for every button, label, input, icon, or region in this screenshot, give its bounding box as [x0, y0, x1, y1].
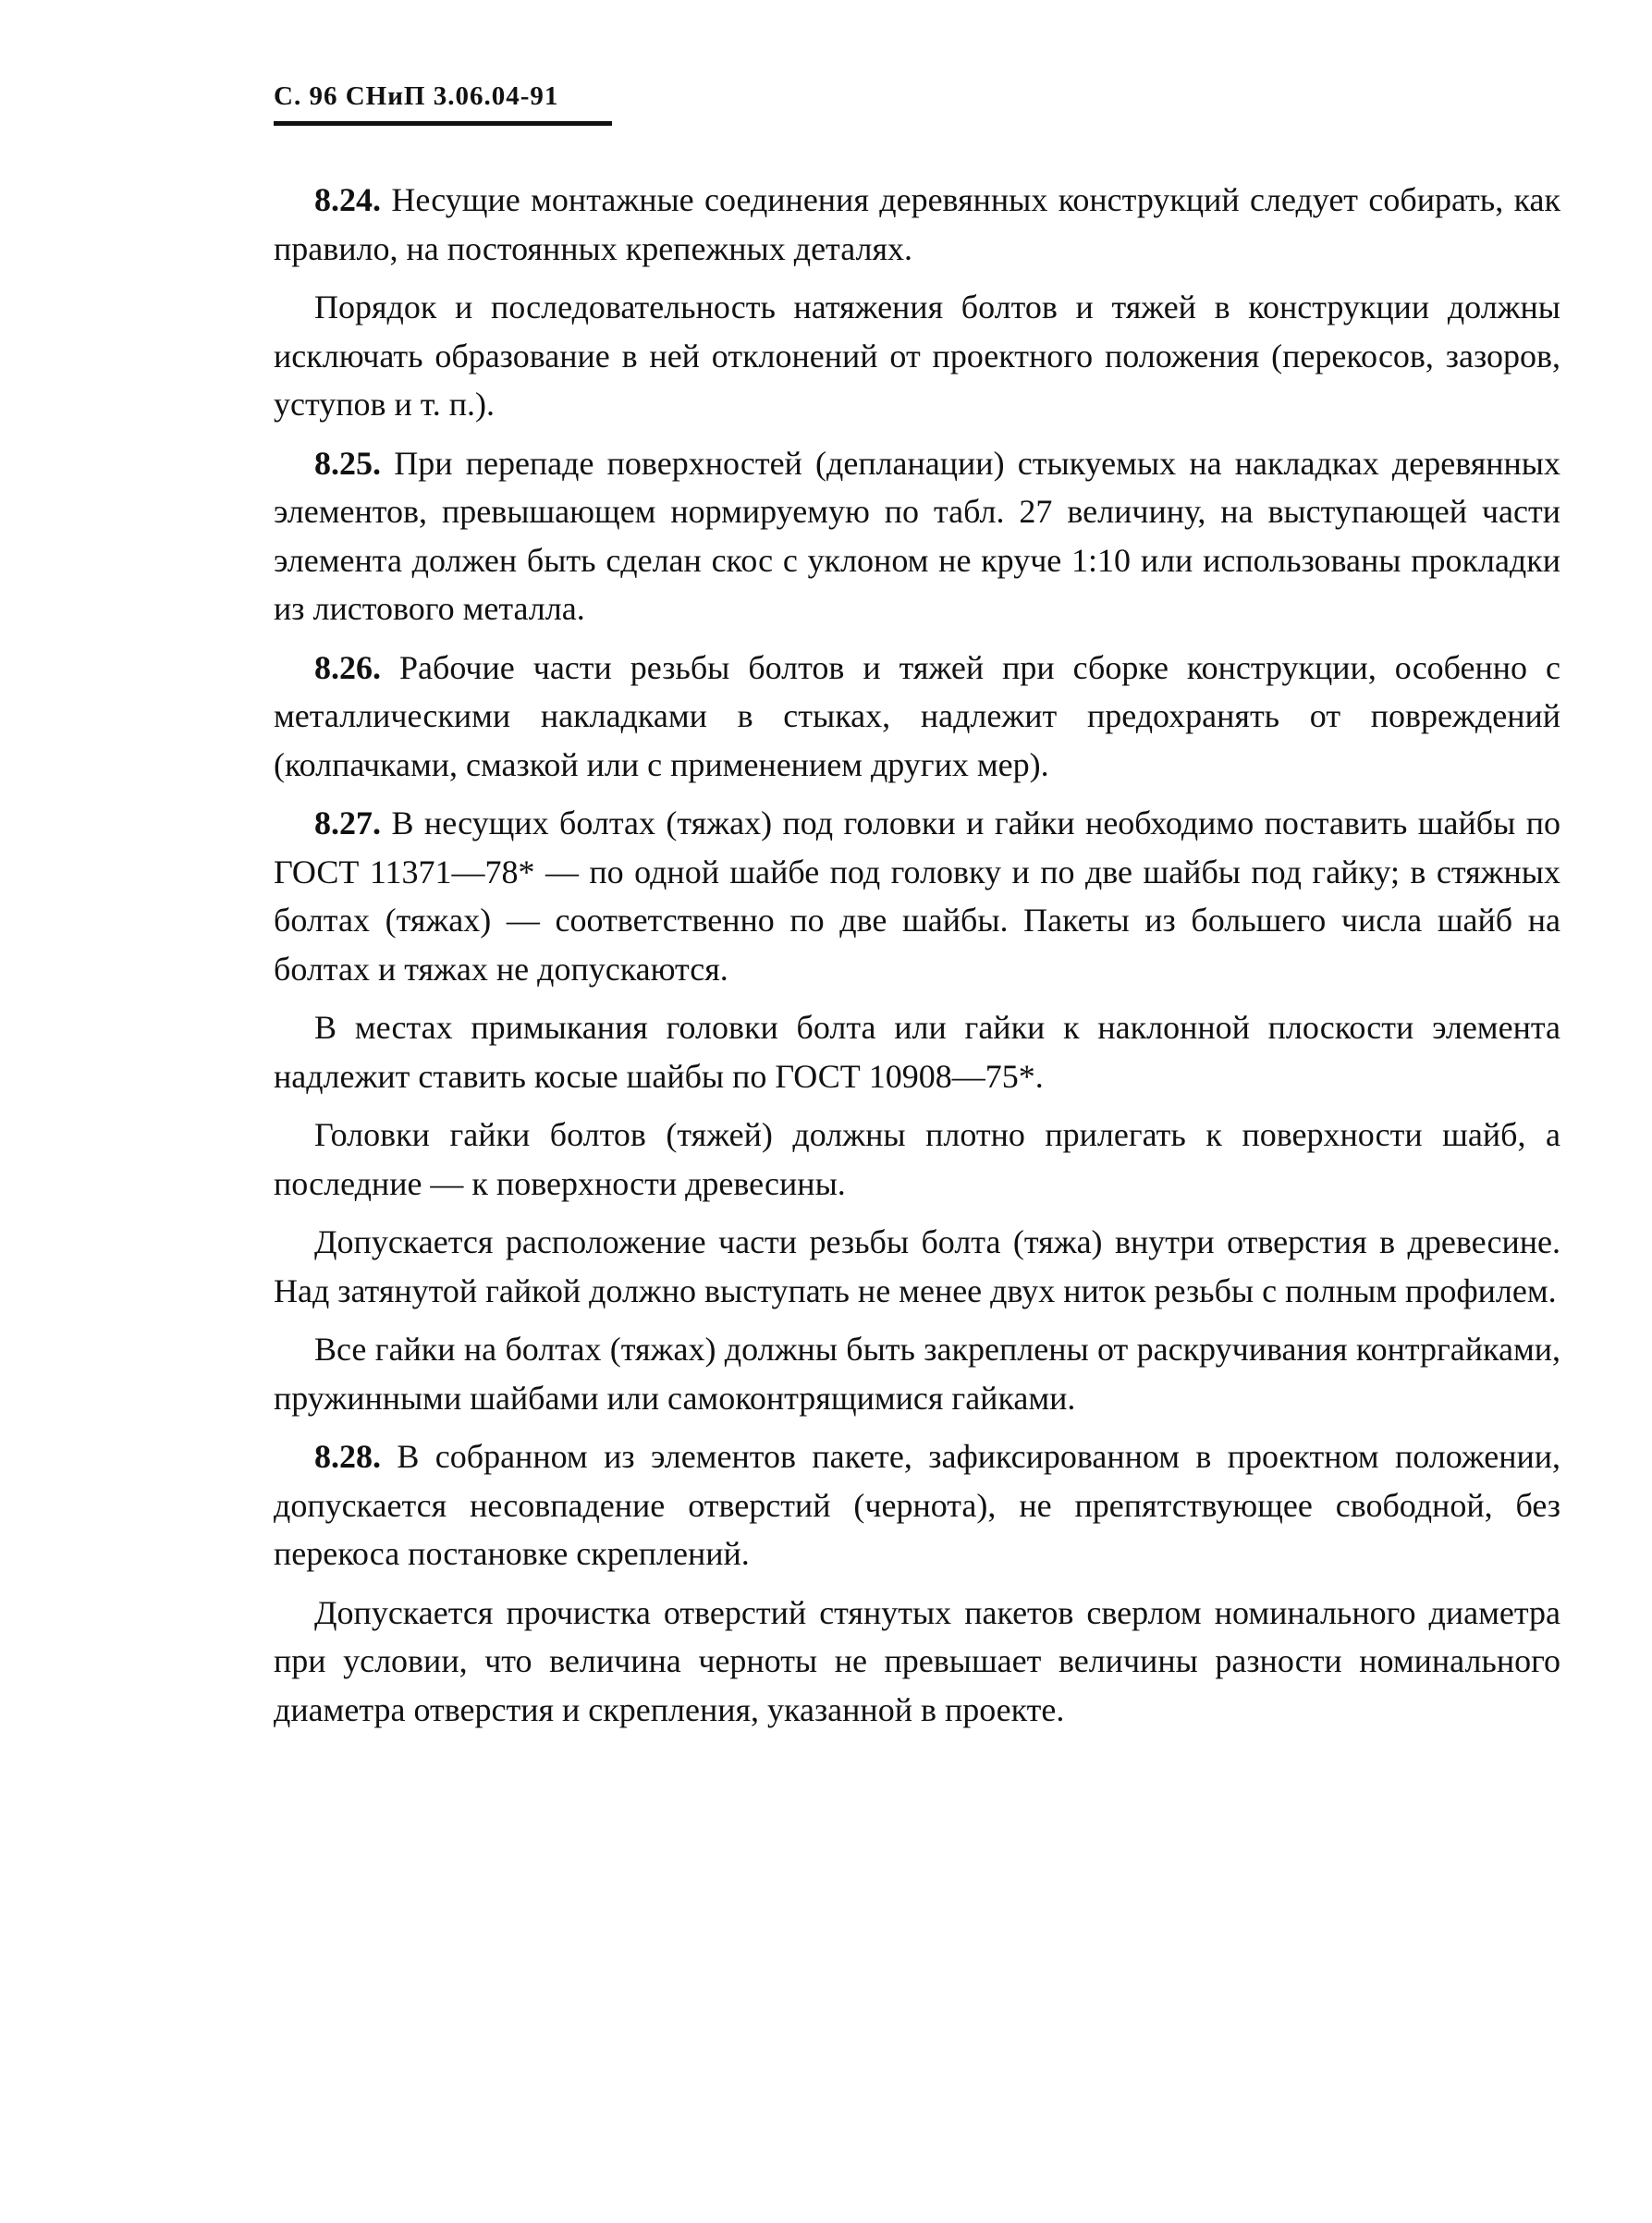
paragraph-text: Несущие монтажные соединения деревянных конструкций следует собирать, как правило, на постоянных крепежных деталях. — [274, 181, 1560, 267]
paragraph-8-24 — [274, 176, 1560, 273]
paragraph — [274, 1218, 1560, 1315]
paragraph — [274, 1111, 1560, 1208]
document-body — [274, 176, 1560, 1744]
paragraph-text: Допускается расположение части резьбы болта (тяжа) внутри отверстия в древесине. Над затянутой гайкой должно выступать не менее двух ниток резьбы с полным профилем. — [274, 1223, 1560, 1309]
paragraph — [274, 1325, 1560, 1422]
clause-number: 8.27. — [314, 804, 381, 841]
paragraph-text: В несущих болтах (тяжах) под головки и гайки необходимо поставить шайбы по ГОСТ 11371—78* — по одной шайбе под головку и по две шайбы под гайку; в стяжных болтах (тяжах) — соответственно по две шайбы. Пакеты из большего числа шайб на болтах и тяжах не допускаются. — [274, 804, 1560, 988]
paragraph-text: В собранном из элементов пакете, зафиксированном в проектном положении, допускается несовпадение отверстий (чернота), не препятствующее свободной, без перекоса постановке скреплений. — [274, 1438, 1560, 1572]
paragraph-text: Головки гайки болтов (тяжей) должны плотно прилегать к поверхности шайб, а последние — к поверхности древесины. — [274, 1116, 1560, 1202]
paragraph — [274, 283, 1560, 429]
clause-number: 8.25. — [314, 444, 381, 482]
paragraph-text: Порядок и последовательность натяжения болтов и тяжей в конструкции должны исключать образование в ней отклонений от проектного положения (перекосов, зазоров, уступов и т. п.). — [274, 289, 1560, 423]
paragraph-text: В местах примыкания головки болта или гайки к наклонной плоскости элемента надлежит ставить косые шайбы по ГОСТ 10908—75*. — [274, 1009, 1560, 1095]
paragraph-text: Допускается прочистка отверстий стянутых пакетов сверлом номинального диаметра при условии, что величина черноты не превышает величины разности номинального диаметра отверстия и скрепления, указанной в проекте. — [274, 1593, 1560, 1728]
paragraph-text: Рабочие части резьбы болтов и тяжей при сборке конструкции, особенно с металлическими накладками в стыках, надлежит предохранять от повреждений (колпачками, смазкой или с применением других мер). — [274, 648, 1561, 783]
clause-number: 8.26. — [314, 648, 381, 686]
clause-number: 8.28. — [314, 1438, 381, 1475]
clause-number: 8.24. — [314, 181, 381, 218]
paragraph-8-25 — [274, 439, 1560, 633]
paragraph-text: Все гайки на болтах (тяжах) должны быть закреплены от раскручивания контргайками, пружинными шайбами или самоконтрящимися гайками. — [274, 1331, 1560, 1417]
paragraph-8-28 — [274, 1432, 1560, 1578]
paragraph-text: При перепаде поверхностей (депланации) стыкуемых на накладках деревянных элементов, превышающем нормируемую по табл. 27 величину, на выступающей части элемента должен быть сделан скос с уклоном не круче 1:10 или использованы прокладки из листового металла. — [274, 444, 1560, 627]
paragraph — [274, 1589, 1560, 1735]
paragraph — [274, 1003, 1560, 1100]
paragraph-8-27 — [274, 799, 1560, 993]
page-header: С. 96 СНиП 3.06.04-91 — [274, 81, 612, 126]
paragraph-8-26 — [274, 644, 1560, 790]
